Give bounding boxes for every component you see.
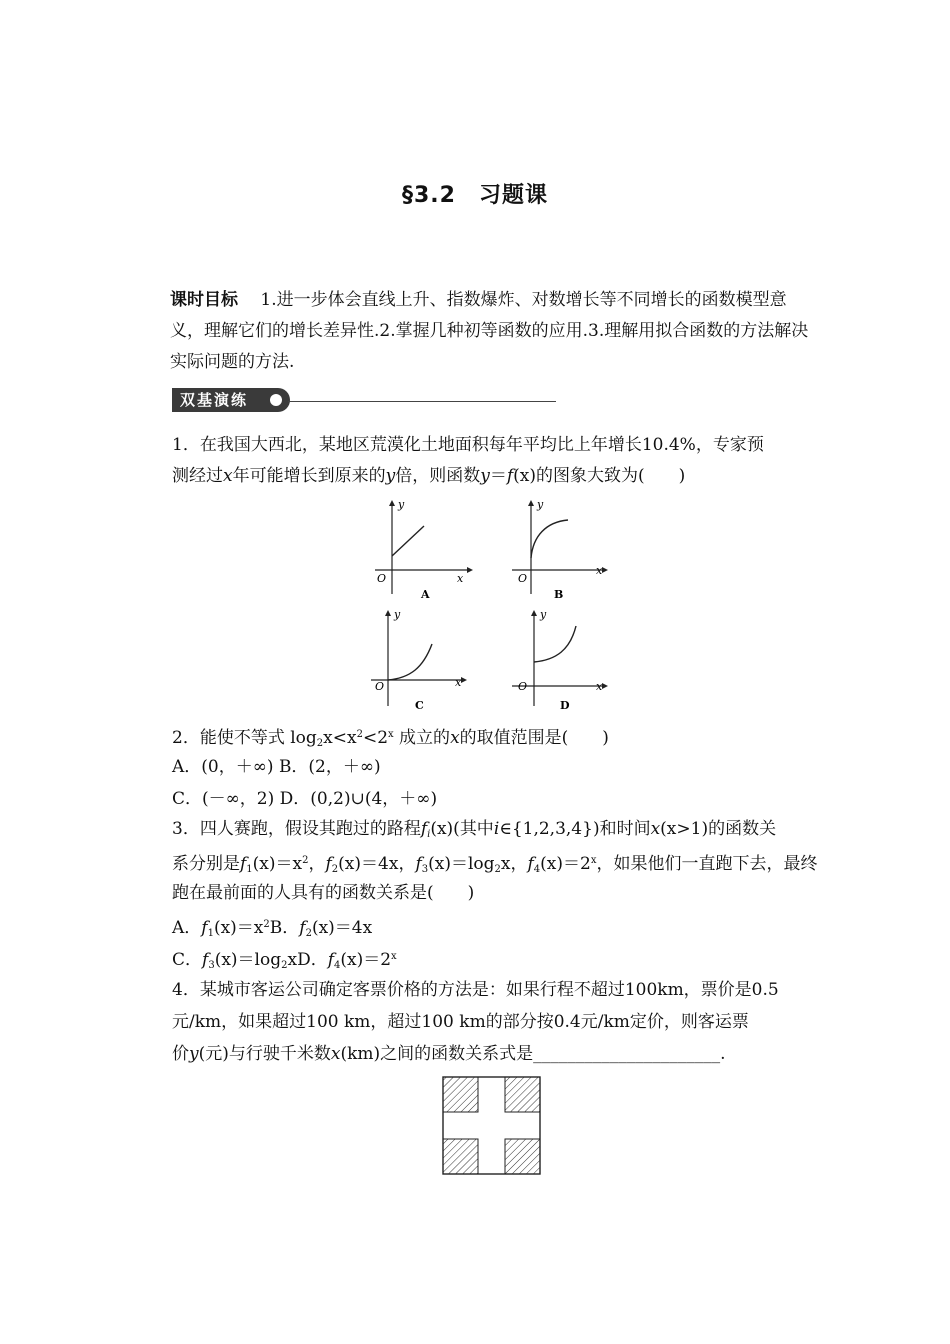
q4-line2: 元/km，如果超过100 km，超过100 km的部分按0.4元/km定价，则客运票 (172, 1012, 749, 1032)
banner-label: 双基演练 (172, 388, 290, 412)
graph-b-label: B (554, 588, 564, 600)
q3-options-cd (172, 946, 397, 977)
q4-line1: 4．某城市客运公司确定客票价格的方法是：如果行程不超过100km，票价是0.5 (172, 980, 779, 1000)
q2-option-c[interactable]: C．(－∞，2) (172, 789, 275, 809)
graph-a-label: A (421, 588, 430, 600)
q3-option-d[interactable]: D．$f_4(x)=2^x$ (297, 950, 397, 971)
graph-d (508, 606, 618, 712)
corner-top-left (443, 1077, 478, 1112)
graph-b-x-label: x (596, 564, 603, 577)
lesson-objective (170, 285, 820, 378)
page-title: §3.2 习题课 (402, 183, 548, 208)
q2-option-b[interactable]: B．(2，＋∞) (278, 757, 381, 777)
graph-c-label: C (415, 699, 424, 712)
q3-option-a[interactable]: A．$f_1(x)=x^2$ (172, 918, 270, 939)
objective-label: 课时目标 (170, 290, 238, 310)
cut-corner-square-figure (441, 1075, 543, 1177)
graph-a-x-label: x (457, 572, 464, 585)
graph-b-y-label: y (537, 498, 544, 511)
section-banner (172, 388, 556, 414)
corner-bottom-left (443, 1139, 478, 1174)
q3-line3: 跑在最前面的人具有的函数关系是( ) (172, 883, 475, 903)
graph-c (365, 606, 475, 712)
q2-option-a[interactable]: A．(0，＋∞) (172, 757, 274, 777)
q4-line3: 价y(元)与行驶千米数x(km)之间的函数关系式是______________________. (172, 1044, 726, 1064)
q4-answer-blank[interactable]: ______________________ (533, 1044, 721, 1064)
q3-options-ab (172, 914, 372, 945)
graph-d-origin: O (518, 680, 528, 693)
q2-options-cd (172, 788, 437, 810)
graph-a-origin: O (377, 572, 387, 585)
q2-option-d[interactable]: D．(0,2)∪(4，＋∞) (279, 789, 438, 809)
graph-c-x-label: x (455, 676, 462, 689)
corner-bottom-right (505, 1139, 540, 1174)
q2-stem: 2．能使不等式 $\log_2x<x^2<2^x$ 成立的x的取值范围是( ) (172, 728, 609, 749)
graph-a (365, 498, 475, 600)
corner-top-right (505, 1077, 540, 1112)
q2-options-ab (172, 756, 381, 778)
graph-b (506, 498, 616, 600)
banner-rule (288, 401, 556, 402)
graph-d-y-label: y (540, 608, 547, 621)
q3-option-c[interactable]: C．$f_3(x)=\log_2x$ (172, 950, 298, 971)
objective-text: 1.进一步体会直线上升、指数爆炸、对数增长等不同增长的函数模型意义，理解它们的增长差异性.2.掌握几种初等函数的应用.3.理解用拟合函数的方法解决实际问题的方法. (170, 290, 809, 372)
graph-d-label: D (560, 699, 570, 712)
graph-b-origin: O (518, 572, 528, 585)
banner-dot-icon (270, 394, 282, 406)
graph-a-y-label: y (398, 498, 405, 511)
graph-c-y-label: y (394, 608, 401, 621)
q3-line2: 系分别是$f_1(x)=x^2$，$f_2(x)=4x$，$f_3(x)=\log_2x$，$f_4(x)=2^x$，如果他们一直跑下去，最终 (172, 854, 818, 875)
q3-line1: 3．四人赛跑，假设其跑过的路程$f_i(x)$(其中i∈{1,2,3,4})和时间x(x>1)的函数关 (172, 819, 777, 840)
q3-option-b[interactable]: B．$f_2(x)=4x$ (269, 918, 373, 939)
graph-c-origin: O (375, 680, 385, 693)
graph-d-x-label: x (596, 680, 603, 693)
q1-line1: 1．在我国大西北，某地区荒漠化土地面积每年平均比上年增长10.4%，专家预 (172, 435, 764, 455)
q1-line2: 测经过x年可能增长到原来的y倍，则函数y＝f(x)的图象大致为( ) (172, 466, 686, 486)
